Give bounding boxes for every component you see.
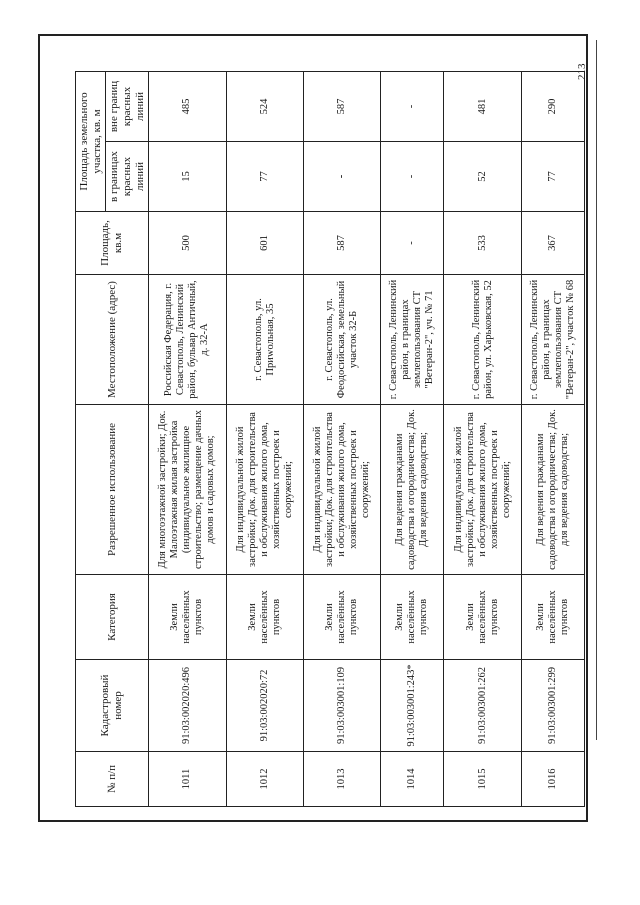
cell-outside: 587: [303, 71, 380, 141]
table-row: [303, 71, 380, 806]
table-row: [444, 71, 521, 806]
cell-num: 1012: [226, 752, 303, 807]
header-num: № п/п: [76, 752, 149, 807]
cell-inside: 52: [444, 142, 521, 212]
cell-usage: Для индивидуальной жилой застройки; Док. для строительства и обслуживания жилого дома, хозяйственных построек и сооружений;: [303, 405, 380, 575]
header-outside: вне границ красных линий: [106, 71, 149, 141]
cell-usage: Для многоэтажной застройки; Док. Малоэтажная жилая застройка (индивидуальное жилищное строительство; размещение дачных домов и садовых домов;: [149, 405, 226, 575]
cell-num: 1016: [521, 752, 584, 807]
land-plot-table: [75, 71, 585, 807]
page-rule: [596, 40, 597, 740]
cell-location: г. Севастополь, Ленинский район, ул. Харьковская, 52: [444, 275, 521, 405]
table-row: [226, 71, 303, 806]
cell-category: Земли населённых пунктов: [149, 575, 226, 660]
cell-usage: Для индивидуальной жилой застройки; Док. для строительства и обслуживания жилого дома, хозяйственных построек и сооружений;: [226, 405, 303, 575]
cell-outside: 485: [149, 71, 226, 141]
table-row: [521, 71, 584, 806]
cell-num: 1015: [444, 752, 521, 807]
cell-num: 1014: [381, 752, 444, 807]
cell-area: 367: [521, 212, 584, 275]
cell-area: -: [381, 212, 444, 275]
cell-outside: 524: [226, 71, 303, 141]
header-cadastral: Кадастровый номер: [76, 660, 149, 752]
cell-location: г. Севастополь, ул. Феодосийская, земельный участок 32-Б: [303, 275, 380, 405]
cell-area: 533: [444, 212, 521, 275]
header-usage: Разрешенное использование: [76, 405, 149, 575]
cell-inside: -: [381, 142, 444, 212]
cell-cadastral: 91:03:003001:109: [303, 660, 380, 752]
cell-usage: Для индивидуальной жилой застройки; Док. для строительства и обслуживания жилого дома, хозяйственных построек и сооружений;: [444, 405, 521, 575]
cell-outside: 481: [444, 71, 521, 141]
cell-category: Земли населённых пунктов: [381, 575, 444, 660]
cell-inside: -: [303, 142, 380, 212]
table-row: [381, 71, 444, 806]
cell-cadastral: 91:03:002020:72: [226, 660, 303, 752]
header-plot-area: Площадь земельного участка, кв. м: [76, 71, 106, 211]
table-row: [149, 71, 226, 806]
cell-num: 1011: [149, 752, 226, 807]
cell-num: 1013: [303, 752, 380, 807]
cell-inside: 15: [149, 142, 226, 212]
cell-area: 500: [149, 212, 226, 275]
cell-inside: 77: [521, 142, 584, 212]
cell-outside: -: [381, 71, 444, 141]
cell-category: Земли населённых пунктов: [444, 575, 521, 660]
cell-area: 601: [226, 212, 303, 275]
cell-area: 587: [303, 212, 380, 275]
header-location: Местоположение (адрес): [76, 275, 149, 405]
cell-location: г. Севастополь, Ленинский район, в границах землепользования СТ "Ветеран-2", уч. № 71: [381, 275, 444, 405]
cell-usage: Для ведения гражданами садоводства и огородничества; Док. для ведения садоводства;: [521, 405, 584, 575]
cell-cadastral: 91:03:003001:243*: [381, 660, 444, 752]
cell-location: г. Севастополь, ул. Приwольная, 35: [226, 275, 303, 405]
header-category: Категория: [76, 575, 149, 660]
cell-cadastral: 91:03:003001:299: [521, 660, 584, 752]
header-area: Площадь, кв.м: [76, 212, 149, 275]
cell-cadastral: 91:03:002020:496: [149, 660, 226, 752]
page-number: 213: [576, 63, 588, 80]
rotated-table-wrapper: [75, 72, 585, 807]
cell-location: г. Севастополь, Ленинский район, в границах землепользования СТ "Ветеран-2", участок № 68: [521, 275, 584, 405]
cell-inside: 77: [226, 142, 303, 212]
cell-category: Земли населённых пунктов: [226, 575, 303, 660]
cell-cadastral: 91:03:003001:262: [444, 660, 521, 752]
cell-category: Земли населённых пунктов: [521, 575, 584, 660]
cell-usage: Для ведения гражданами садоводства и огородничества; Док. Для ведения садоводства;: [381, 405, 444, 575]
header-inside: в границах красных линий: [106, 142, 149, 212]
cell-category: Земли населённых пунктов: [303, 575, 380, 660]
cell-location: Российская Федерация, г. Севастополь, Ленинский район, бульвар Античный, д. 32-А: [149, 275, 226, 405]
cell-outside: 290: [521, 71, 584, 141]
